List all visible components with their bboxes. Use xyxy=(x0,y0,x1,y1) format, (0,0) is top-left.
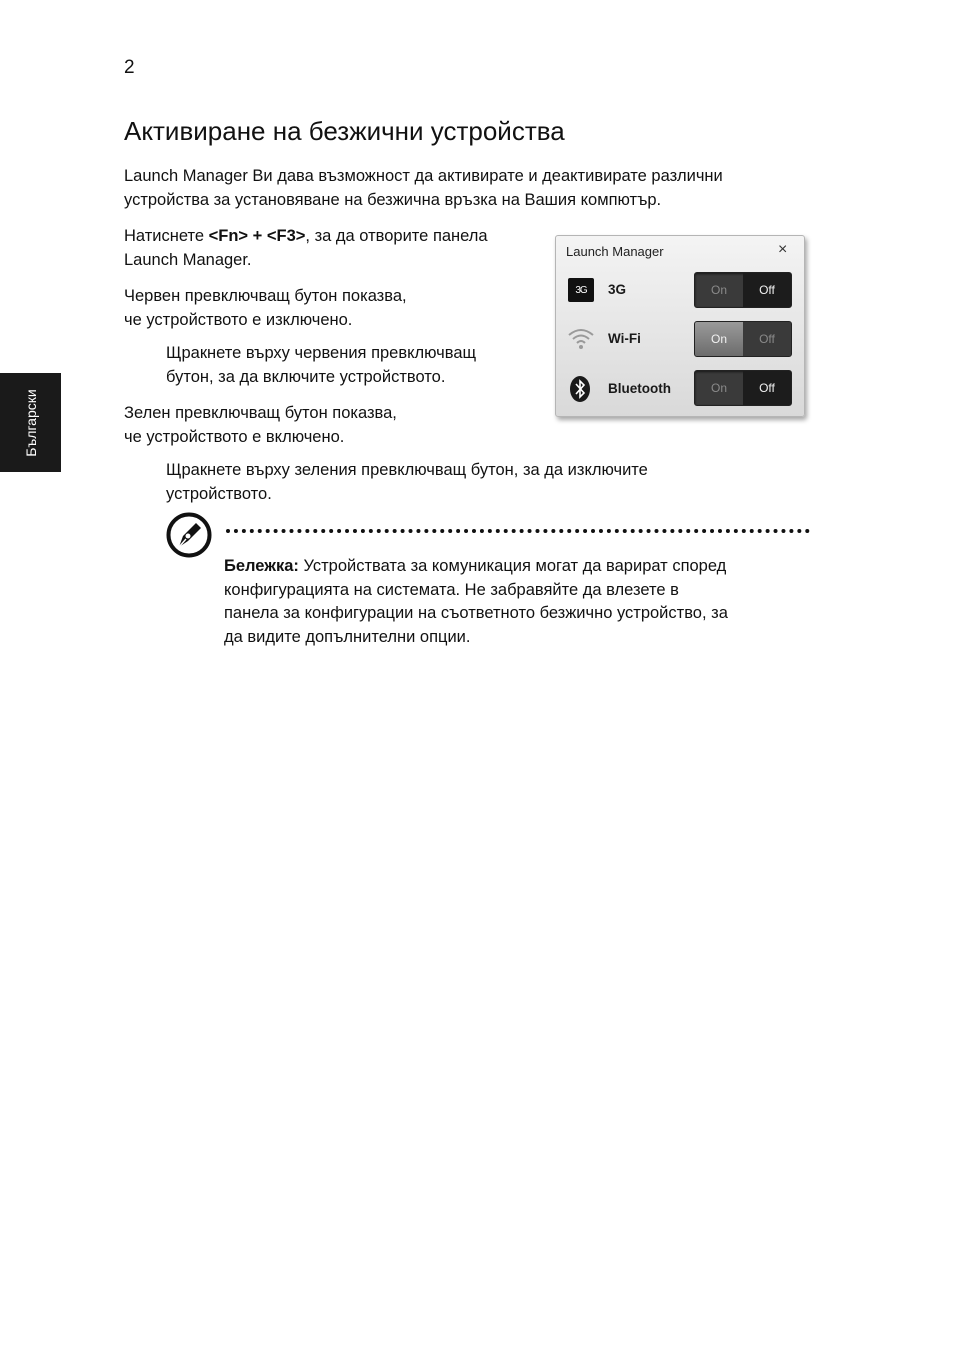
close-icon[interactable]: × xyxy=(778,241,788,258)
intro-paragraph: Launch Manager Ви дава възможност да активирате и деактивирате различни устройства за установяване на безжична връзка на Вашия компютър. xyxy=(124,167,723,209)
language-side-tab xyxy=(0,373,61,472)
toggle-on-label[interactable]: On xyxy=(710,283,727,297)
open-panel-instruction: Натиснете <Fn> + <F3>, за да отворите панела Launch Manager. xyxy=(124,227,488,269)
green-switch-description: Зелен превключващ бутон показва, че устройството е включено. xyxy=(124,404,397,446)
toggle-off-label[interactable]: Off xyxy=(743,273,791,307)
wifi-label: Wi-Fi xyxy=(608,331,641,346)
note-pen-icon xyxy=(166,512,212,558)
launch-manager-panel xyxy=(555,235,805,417)
red-switch-instruction: Щракнете върху червения превключващ бутон, за да включите устройството. xyxy=(166,344,477,386)
3g-icon: 3G xyxy=(568,278,594,302)
note-text: Бележка: Устройствата за комуникация могат да варират според конфигурацията на системата. Не забравяйте да влезете в панела за конфигурации на съответното безжично устройство, за да видите допълнителни опции. xyxy=(224,557,728,646)
green-switch-instruction: Щракнете върху зеления превключващ бутон, за да изключите устройството. xyxy=(166,461,648,503)
page-number: 2 xyxy=(124,57,135,78)
bluetooth-label: Bluetooth xyxy=(608,381,671,396)
bluetooth-icon xyxy=(569,375,591,403)
toggle-off-label[interactable]: Off xyxy=(743,322,791,356)
wifi-toggle[interactable] xyxy=(694,321,792,357)
toggle-on-label[interactable]: On xyxy=(695,322,743,356)
red-switch-description: Червен превключващ бутон показва, че устройството е изключено. xyxy=(124,287,407,329)
3g-label: 3G xyxy=(608,282,627,297)
toggle-off-label[interactable]: Off xyxy=(743,371,791,405)
page-title: Активиране на безжични устройства xyxy=(124,116,565,146)
note-separator xyxy=(226,529,810,533)
3g-toggle[interactable] xyxy=(694,272,792,308)
side-tab-label: Български xyxy=(22,388,39,457)
note-label: Бележка: xyxy=(224,557,299,575)
toggle-on-label[interactable]: On xyxy=(710,381,727,395)
wifi-icon xyxy=(566,326,596,350)
key-combo: <Fn> + <F3> xyxy=(208,227,306,245)
bluetooth-toggle[interactable] xyxy=(694,370,792,406)
launch-manager-title: Launch Manager xyxy=(566,244,664,259)
